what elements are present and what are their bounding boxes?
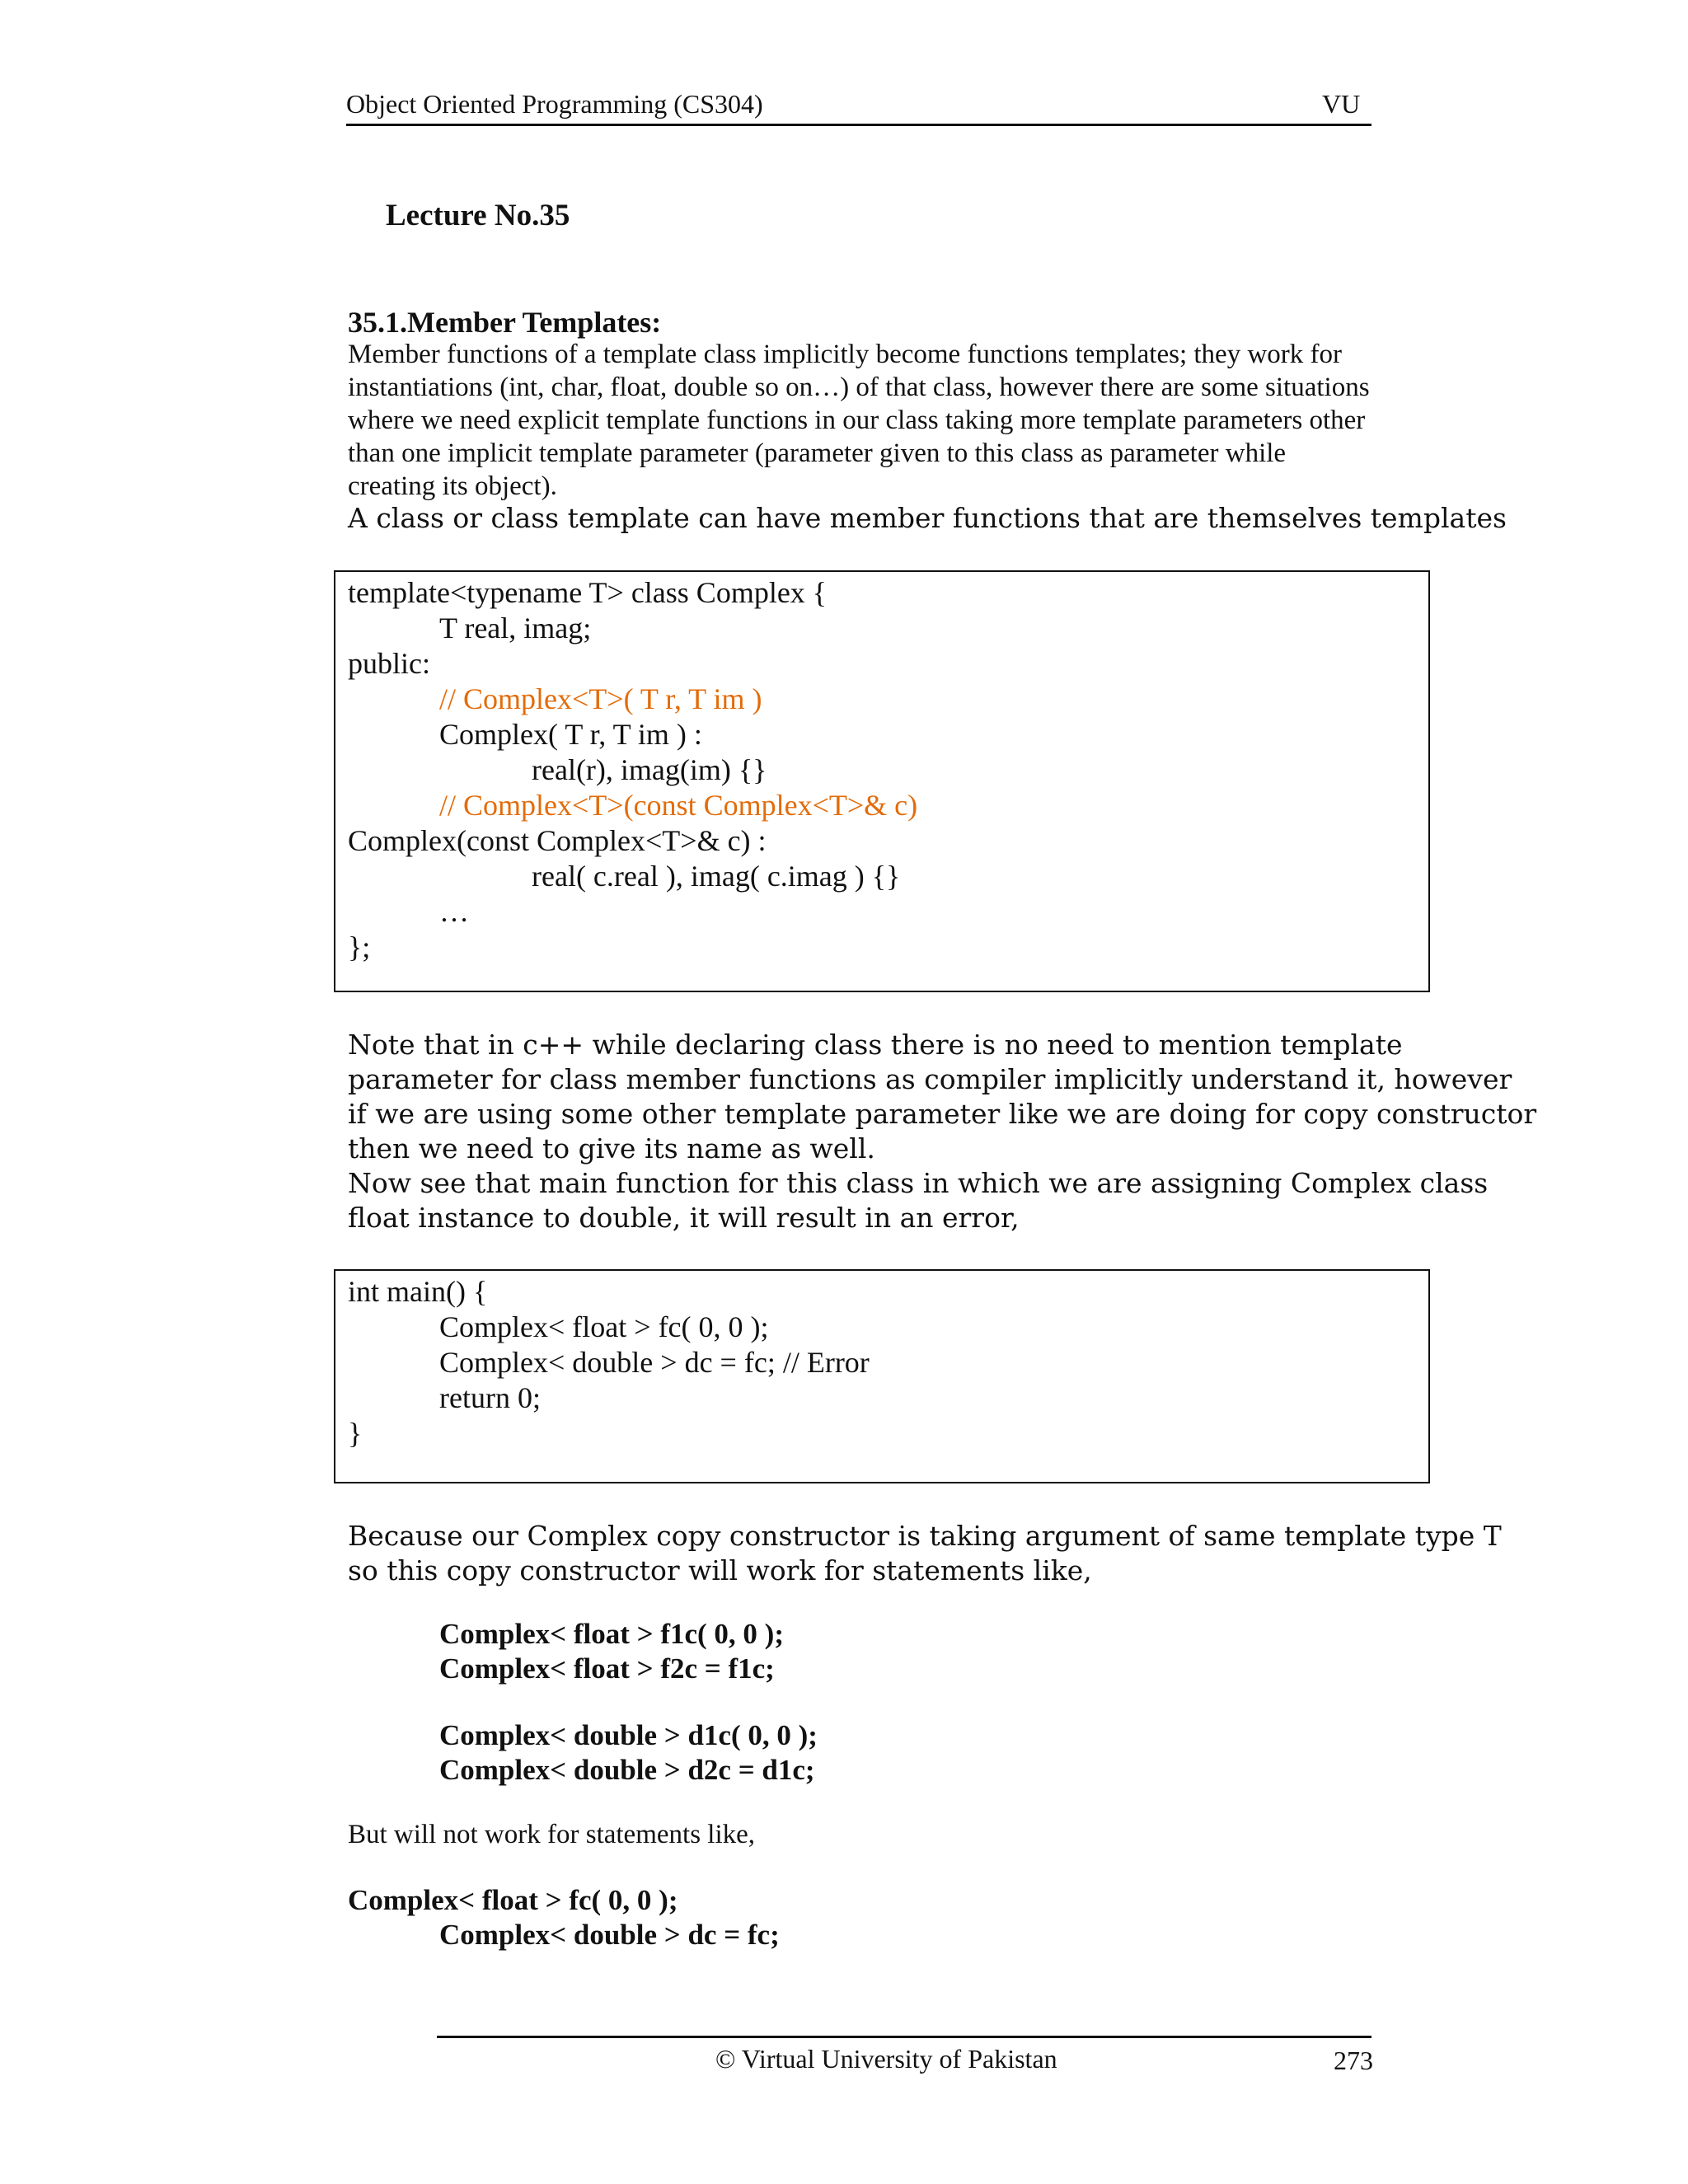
code-line: return 0;: [439, 1381, 541, 1414]
footer-rule: [437, 2036, 1372, 2038]
code-line: template<typename T> class Complex {: [348, 576, 828, 609]
code-line: int main() {: [348, 1275, 488, 1308]
note-line: Note that in c++ while declaring class there is no need to mention template: [348, 1029, 1403, 1061]
intro-statement: A class or class template can have member functions that are themselves templates: [348, 502, 1507, 534]
code-line: };: [348, 930, 371, 963]
code-line: }: [348, 1417, 363, 1450]
statement-line: Complex< float > fc( 0, 0 );: [348, 1884, 678, 1916]
because-line: Because our Complex copy constructor is taking argument of same template type T: [348, 1520, 1502, 1552]
code-line: Complex< double > dc = fc; // Error: [439, 1346, 870, 1379]
code-line: public:: [348, 647, 430, 680]
statement-line: Complex< double > dc = fc;: [439, 1919, 780, 1951]
note-line: float instance to double, it will result in an error,: [348, 1202, 1020, 1234]
statement-line: Complex< float > f1c( 0, 0 );: [439, 1618, 784, 1650]
note-line: if we are using some other template parameter like we are doing for copy constructor: [348, 1098, 1537, 1130]
note-line: parameter for class member functions as compiler implicitly understand it, however: [348, 1063, 1512, 1095]
statement-line: Complex< double > d2c = d1c;: [439, 1754, 815, 1786]
code-line: …: [439, 895, 469, 928]
code-comment-line: // Complex<T>(const Complex<T>& c): [439, 789, 918, 822]
code-line: Complex< float > fc( 0, 0 );: [439, 1310, 769, 1343]
statement-line: Complex< float > f2c = f1c;: [439, 1652, 775, 1685]
header-institution: VU: [1322, 89, 1361, 119]
intro-line: than one implicit template parameter (parameter given to this class as parameter while: [348, 438, 1287, 468]
code-line: real(r), imag(im) {}: [532, 753, 767, 786]
section-title: 35.1.Member Templates:: [348, 306, 662, 339]
intro-line: creating its object).: [348, 471, 557, 501]
intro-line: instantiations (int, char, float, double so on…) of that class, however there are some situations: [348, 373, 1370, 402]
because-line: so this copy constructor will work for statements like,: [348, 1554, 1092, 1586]
code-comment-line: // Complex<T>( T r, T im ): [439, 682, 762, 715]
intro-line: Member functions of a template class implicitly become functions templates; they work for: [348, 340, 1342, 369]
statement-line: Complex< double > d1c( 0, 0 );: [439, 1719, 818, 1751]
page-number: 273: [1334, 2046, 1373, 2075]
not-work-intro: But will not work for statements like,: [348, 1820, 756, 1849]
note-line: Now see that main function for this class in which we are assigning Complex class: [348, 1167, 1489, 1199]
header-course-title: Object Oriented Programming (CS304): [346, 89, 763, 119]
footer-copyright: © Virtual University of Pakistan: [715, 2044, 1057, 2074]
code-line: T real, imag;: [439, 612, 592, 644]
header-rule: [346, 124, 1372, 126]
code-line: real( c.real ), imag( c.imag ) {}: [532, 860, 901, 893]
lecture-title: Lecture No.35: [386, 199, 570, 232]
note-line: then we need to give its name as well.: [348, 1132, 875, 1165]
code-line: Complex( T r, T im ) :: [439, 718, 702, 751]
code-line: Complex(const Complex<T>& c) :: [348, 824, 767, 857]
intro-line: where we need explicit template functions in our class taking more template parameters other: [348, 405, 1366, 435]
